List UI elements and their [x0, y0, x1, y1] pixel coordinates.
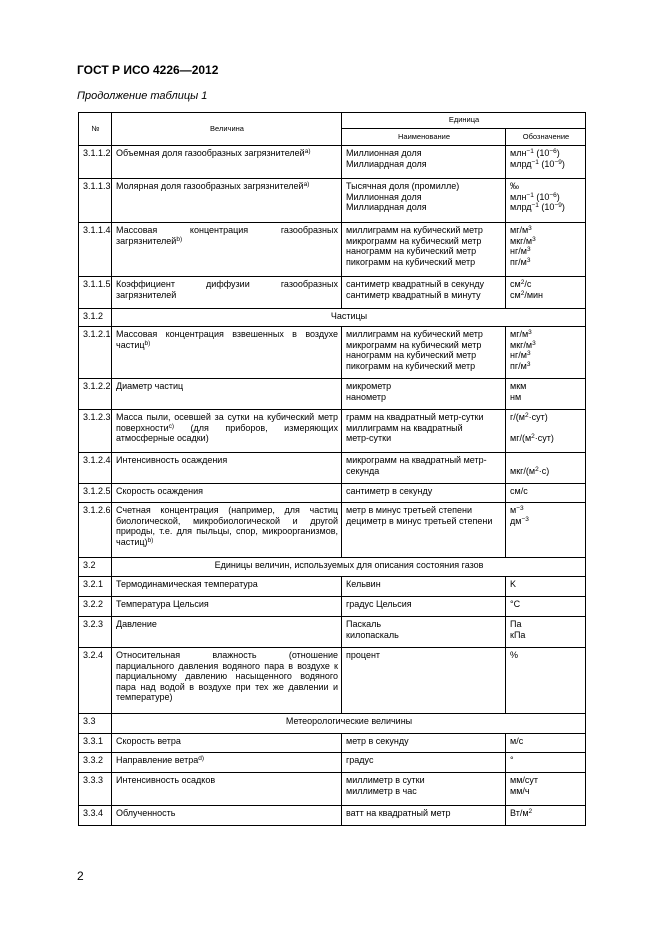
table-continuation-caption: Продолжение таблицы 1 [77, 90, 208, 102]
row-number: 3.1.2 [79, 309, 112, 327]
unit-name-cell: миллиграмм на кубический метр микрограмм на кубический метр нанограмм на кубический метр пикограмм на кубический метр [342, 327, 506, 379]
table-row [79, 453, 586, 484]
unit-symbol-cell: $см^2/с$ $см^2$/мин [506, 277, 586, 309]
quantity-cell: Давление [112, 617, 342, 648]
quantity-cell: Счетная концентрация (например, для частиц биологической, микробиологической и другой природы, т.е. для пыльцы, спор, микроорганизмов, частиц)$^{b)}$ [112, 503, 342, 558]
unit-name-cell: метр в минус третьей степени дециметр в минус третьей степени [342, 503, 506, 558]
row-number: 3.3 [79, 714, 112, 734]
section-row [79, 714, 586, 734]
table-row [79, 773, 586, 806]
footnote-ref: а) [304, 148, 311, 155]
unit-symbol-cell: мкг/$(м^2\cdot с)$ [506, 453, 586, 484]
section-title: Единицы величин, используемых для описания состояния газов [112, 558, 586, 577]
quantity-cell: Скорость ветра [112, 734, 342, 753]
section-row [79, 309, 586, 327]
header-unit-name: Наименование [342, 129, 506, 146]
unit-symbol-cell: ° [506, 753, 586, 773]
table-row [79, 648, 586, 714]
row-number: 3.2.1 [79, 577, 112, 597]
footnote-ref: b) [147, 536, 154, 544]
quantity-cell: Температура Цельсия [112, 597, 342, 617]
unit-symbol-cell: мм/сут мм/ч [506, 773, 586, 806]
row-number: 3.1.1.4 [79, 223, 112, 277]
unit-name-cell: градус [342, 753, 506, 773]
unit-symbol-cell: $мг/м^3$ мкг/$м^3$ $нг/м^3$ $пг/м^3$ [506, 223, 586, 277]
quantity-cell: Интенсивность осаждения [112, 453, 342, 484]
table-row [79, 617, 586, 648]
table-row [79, 734, 586, 753]
footnote-ref: d) [198, 755, 205, 762]
unit-symbol-cell: млн$^{-1}$ $(10^{-6})$ млрд$^{-1}$ $(10^{-9})$ [506, 146, 586, 179]
header-number: № [79, 113, 112, 146]
unit-symbol-cell: м/с [506, 734, 586, 753]
unit-symbol-cell: °C [506, 597, 586, 617]
table-row [79, 503, 586, 558]
quantity-cell: Относительная влажность (отношение парциального давления водяного пара в воздухе к парциальному давлению насыщенного водяного пара над водой в воздухе при тех же давлении и температуре) [112, 648, 342, 714]
row-number: 3.2.4 [79, 648, 112, 714]
unit-name-cell: миллиграмм на кубический метр микрограмм на кубический метр нанограмм на кубический метр пикограмм на кубический метр [342, 223, 506, 277]
quantity-cell: Облученность [112, 806, 342, 826]
footnote-ref: а) [303, 181, 310, 188]
row-number: 3.3.2 [79, 753, 112, 773]
footnote-ref: с) [168, 422, 175, 430]
row-number: 3.1.2.3 [79, 410, 112, 453]
unit-name-cell: Паскаль килопаскаль [342, 617, 506, 648]
document-header: ГОСТ Р ИСО 4226—2012 [77, 63, 219, 77]
table-row [79, 146, 586, 179]
table-row [79, 806, 586, 826]
unit-symbol-cell: ‰ млн$^{-1}$ $(10^{-6})$ млрд$^{-1}$ $(10^{-9})$ [506, 179, 586, 223]
row-number: 3.2 [79, 558, 112, 577]
table-row [79, 179, 586, 223]
section-row [79, 558, 586, 577]
section-title: Метеорологические величины [112, 714, 586, 734]
unit-name-cell: Тысячная доля (промилле) Миллионная доля Миллиардная доля [342, 179, 506, 223]
row-number: 3.3.1 [79, 734, 112, 753]
unit-name-cell: метр в секунду [342, 734, 506, 753]
unit-name-cell: микрометр нанометр [342, 379, 506, 410]
page-number: 2 [77, 869, 84, 883]
quantity-cell: Объемная доля газообразных загрязнителей$^{а)}$ [112, 146, 342, 179]
unit-name-cell: грамм на квадратный метр-сутки миллиграмм на квадратный метр-сутки [342, 410, 506, 453]
unit-name-cell: микрограмм на квадратный метр- секунда [342, 453, 506, 484]
quantity-cell: Массовая концентрация газообразных загрязнителей$^{b)}$ [112, 223, 342, 277]
row-number: 3.1.1.3 [79, 179, 112, 223]
quantity-cell: Масса пыли, осевшей за сутки на кубический метр поверхности$^{с)}$ (для приборов, измеряющих атмосферные осадки) [112, 410, 342, 453]
quantity-cell: Скорость осаждения [112, 484, 342, 503]
unit-name-cell: Кельвин [342, 577, 506, 597]
header-unit: Единица [342, 113, 586, 129]
unit-name-cell: градус Цельсия [342, 597, 506, 617]
footnote-ref: b) [144, 339, 151, 347]
row-number: 3.1.2.6 [79, 503, 112, 558]
row-number: 3.1.2.5 [79, 484, 112, 503]
units-table [78, 112, 586, 826]
unit-symbol-cell: $Вт/м^2$ [506, 806, 586, 826]
unit-symbol-cell: Па кПа [506, 617, 586, 648]
quantity-cell: Интенсивность осадков [112, 773, 342, 806]
row-number: 3.2.2 [79, 597, 112, 617]
table-row [79, 277, 586, 309]
section-title: Частицы [112, 309, 586, 327]
row-number: 3.2.3 [79, 617, 112, 648]
unit-symbol-cell: K [506, 577, 586, 597]
footnote-ref: b) [176, 235, 183, 243]
table-row [79, 410, 586, 453]
unit-symbol-cell: мкм нм [506, 379, 586, 410]
unit-symbol-cell: см/с [506, 484, 586, 503]
unit-name-cell: миллиметр в сутки миллиметр в час [342, 773, 506, 806]
row-number: 3.1.1.5 [79, 277, 112, 309]
unit-symbol-cell: $г/(м^2\cdot сут)$ $мг/(м^2\cdot сут)$ [506, 410, 586, 453]
header-quantity: Величина [112, 113, 342, 146]
unit-symbol-cell: % [506, 648, 586, 714]
unit-name-cell: сантиметр в секунду [342, 484, 506, 503]
unit-symbol-cell: $мг/м^3$ мкг/$м^3$ $нг/м^3$ $пг/м^3$ [506, 327, 586, 379]
quantity-cell: Массовая концентрация взвешенных в воздухе частиц$^{b)}$ [112, 327, 342, 379]
table-row [79, 379, 586, 410]
table-row [79, 484, 586, 503]
header-unit-symbol: Обозначение [506, 129, 586, 146]
table-row [79, 223, 586, 277]
unit-symbol-cell: $м^{-3}$ $дм^{-3}$ [506, 503, 586, 558]
row-number: 3.1.2.2 [79, 379, 112, 410]
row-number: 3.1.2.1 [79, 327, 112, 379]
row-number: 3.3.3 [79, 773, 112, 806]
table-row [79, 753, 586, 773]
unit-name-cell: процент [342, 648, 506, 714]
quantity-cell: Коэффициент диффузии газообразных загрязнителей [112, 277, 342, 309]
quantity-cell: Молярная доля газообразных загрязнителей$^{а)}$ [112, 179, 342, 223]
quantity-cell: Направление ветра$^{d)}$ [112, 753, 342, 773]
table-row [79, 327, 586, 379]
table-row [79, 577, 586, 597]
quantity-cell: Диаметр частиц [112, 379, 342, 410]
unit-name-cell: Миллионная доля Миллиардная доля [342, 146, 506, 179]
unit-name-cell: сантиметр квадратный в секунду сантиметр квадратный в минуту [342, 277, 506, 309]
row-number: 3.1.1.2 [79, 146, 112, 179]
unit-name-cell: ватт на квадратный метр [342, 806, 506, 826]
quantity-cell: Термодинамическая температура [112, 577, 342, 597]
row-number: 3.1.2.4 [79, 453, 112, 484]
row-number: 3.3.4 [79, 806, 112, 826]
table-row [79, 597, 586, 617]
